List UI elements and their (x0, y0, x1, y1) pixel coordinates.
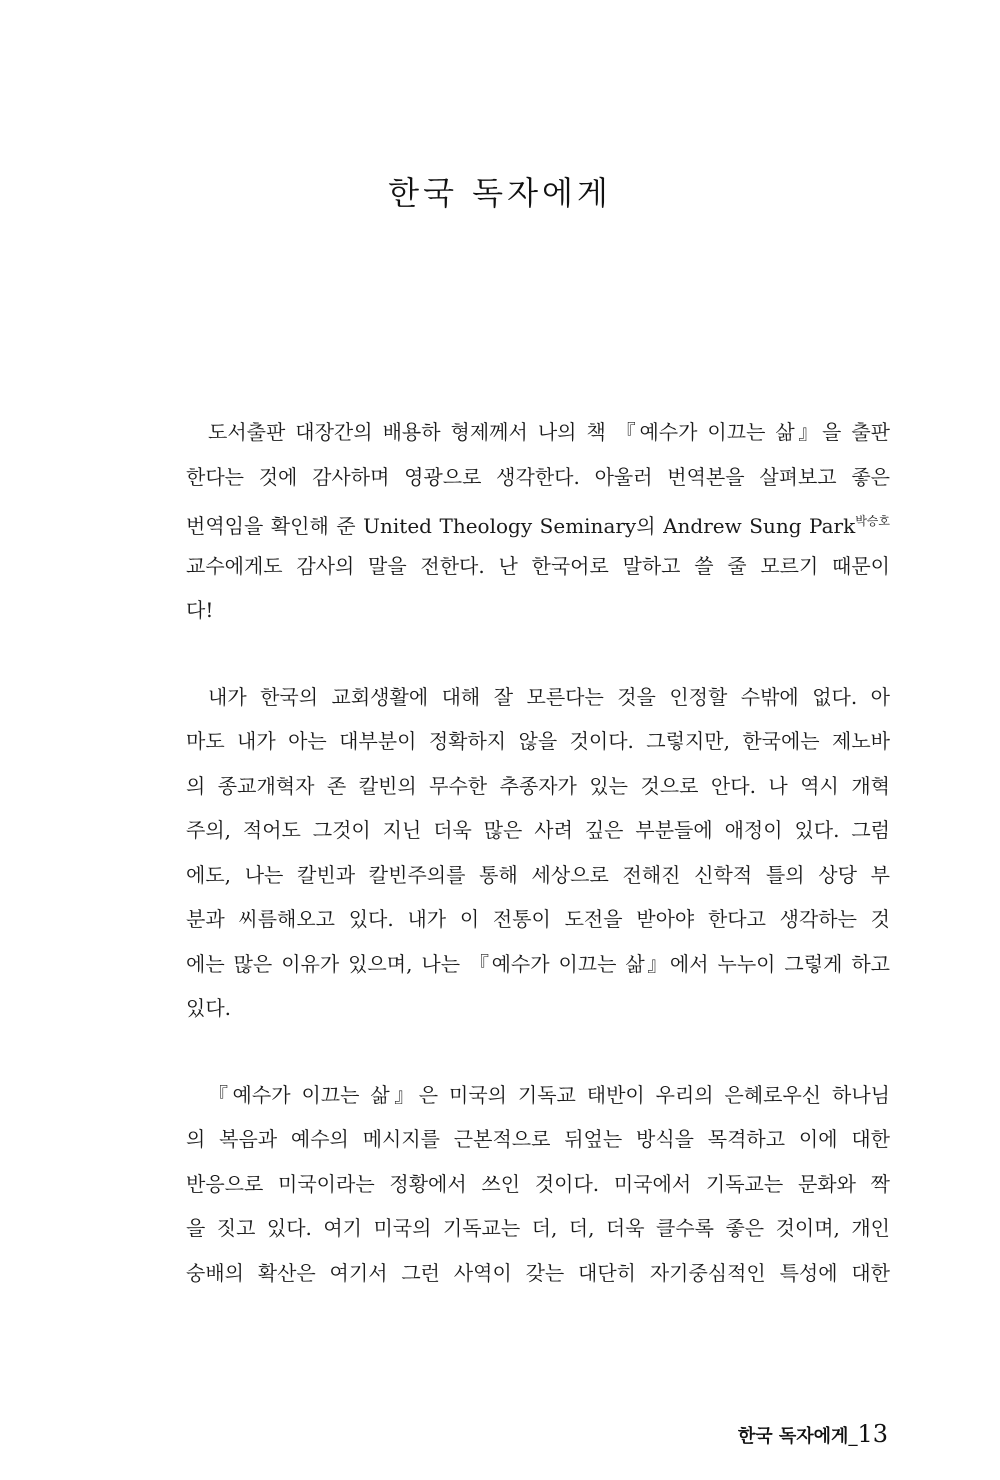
text-line: 한다는 것에 감사하며 영광으로 생각한다. 아울러 번역본을 살펴보고 좋은 (186, 464, 890, 489)
text-line: 의 종교개혁자 존 칼빈의 무수한 추종자가 있는 것으로 안다. 나 역시 개혁 (186, 773, 890, 798)
text-line-content: 번역임을 확인해 준 United Theology Seminary의 Andrew Sung Park (186, 514, 856, 538)
text-line: 의 복음과 예수의 메시지를 근본적으로 뒤엎는 방식을 목격하고 이에 대한 (186, 1127, 890, 1151)
text-line: 마도 내가 아는 대부분이 정확하지 않을 것이다. 그렇지만, 한국에는 제노바 (186, 729, 890, 753)
text-line: 『예수가 이끄는 삶』은 미국의 기독교 태반이 우리의 은혜로우신 하나님 (208, 1082, 890, 1107)
running-title: 한국 독자에게 (737, 1426, 849, 1447)
body-text (186, 410, 890, 1337)
paragraph-3 (186, 1073, 890, 1296)
paragraph-1 (186, 410, 890, 633)
korean-name-superscript: 박승호 (855, 514, 890, 528)
text-line: 을 짓고 있다. 여기 미국의 기독교는 더, 더, 더욱 클수록 좋은 것이며, 개인 (186, 1216, 890, 1240)
text-line: 숭배의 확산은 여기서 그런 사역이 갖는 대단히 자기중심적인 특성에 대한 (186, 1260, 890, 1285)
page-footer (738, 1420, 888, 1448)
text-line: 반응으로 미국이라는 정황에서 쓰인 것이다. 미국에서 기독교는 문화와 짝 (186, 1171, 890, 1196)
page-number: 13 (857, 1420, 888, 1448)
text-line (186, 499, 890, 544)
text-line: 도서출판 대장간의 배용하 형제께서 나의 책 『예수가 이끄는 삶』을 출판 (208, 420, 890, 444)
text-line: 에도, 나는 칼빈과 칼빈주의를 통해 세상으로 전해진 신학적 틀의 상당 부 (186, 862, 890, 887)
text-line: 에는 많은 이유가 있으며, 나는 『예수가 이끄는 삶』에서 누누이 그렇게 하고 (186, 951, 890, 976)
text-line: 교수에게도 감사의 말을 전한다. 난 한국어로 말하고 쓸 줄 모르기 때문이 (186, 553, 890, 578)
page-title: 한국 독자에게 (388, 174, 612, 212)
text-line: 다! (186, 598, 214, 622)
text-line: 분과 씨름해오고 있다. 내가 이 전통이 도전을 받아야 한다고 생각하는 것 (186, 907, 890, 931)
paragraph-2 (186, 675, 890, 1031)
footer-separator: _ (848, 1426, 858, 1447)
text-line: 주의, 적어도 그것이 지닌 더욱 많은 사려 깊은 부분들에 애정이 있다. 그럼 (186, 818, 890, 842)
text-line: 있다. (186, 996, 231, 1020)
text-line: 내가 한국의 교회생활에 대해 잘 모른다는 것을 인정할 수밖에 없다. 아 (208, 684, 890, 709)
